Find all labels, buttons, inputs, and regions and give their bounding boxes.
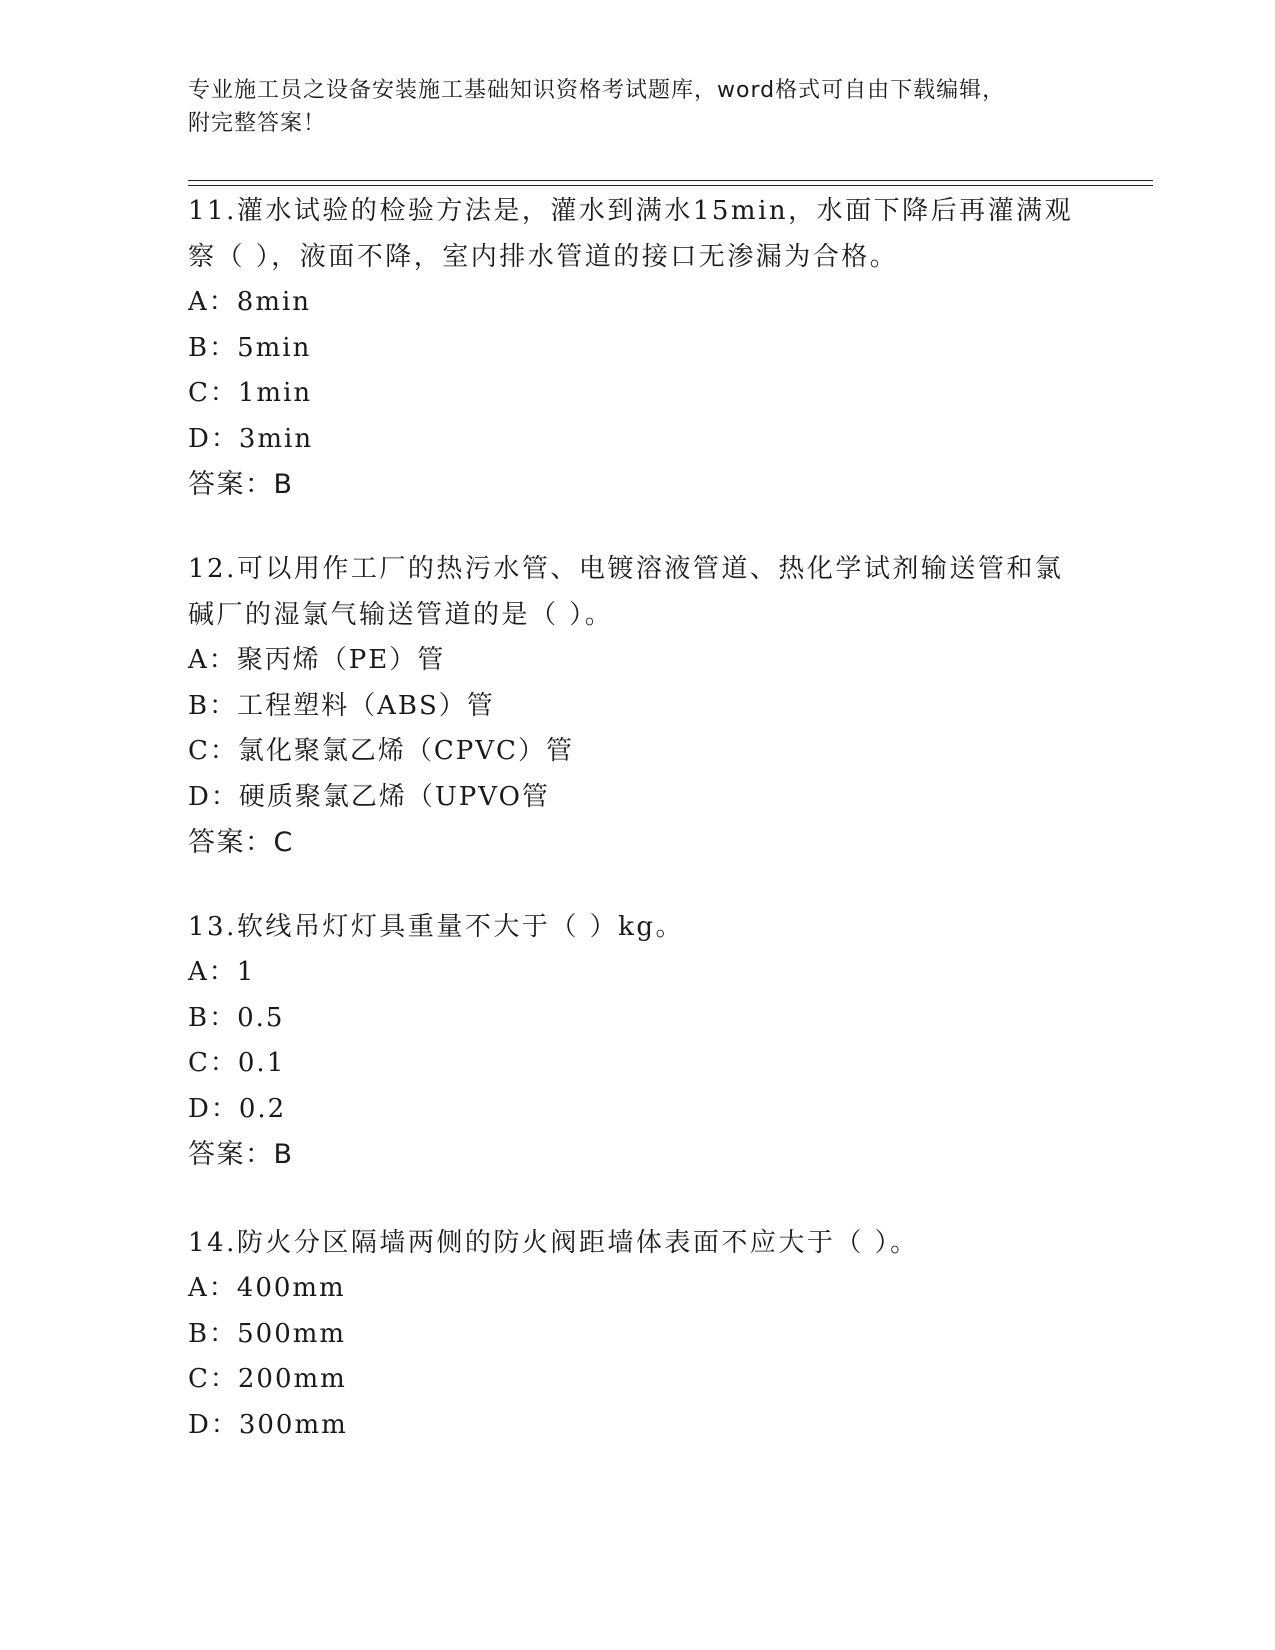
option-b: B：工程塑料（ABS）管 bbox=[188, 690, 495, 721]
answer: 答案：C bbox=[188, 827, 294, 858]
option-a: A：400mm bbox=[188, 1273, 346, 1303]
option-d: D：0.2 bbox=[188, 1093, 287, 1124]
option-b: B：500mm bbox=[188, 1318, 347, 1349]
option-d: D：300mm bbox=[188, 1409, 348, 1440]
answer: 答案：B bbox=[188, 469, 294, 500]
question-12 bbox=[188, 546, 1108, 865]
answer: 答案：B bbox=[188, 1139, 294, 1170]
header-line-1: 专业施工员之设备安装施工基础知识资格考试题库，word格式可自由下载编辑， bbox=[188, 78, 1006, 103]
option-d: D：3min bbox=[188, 423, 314, 454]
question-14 bbox=[188, 1220, 1108, 1448]
option-a: A：1 bbox=[188, 957, 256, 987]
question-stem-line: 察（ ），液面不降，室内排水管道的接口无渗漏为合格。 bbox=[188, 242, 899, 272]
question-13 bbox=[188, 904, 1108, 1177]
option-a: A：8min bbox=[188, 287, 312, 317]
header-divider-bottom bbox=[188, 185, 1153, 186]
option-b: B：5min bbox=[188, 332, 312, 363]
option-c: C：氯化聚氯乙烯（CPVC）管 bbox=[188, 736, 574, 766]
option-a: A：聚丙烯（PE）管 bbox=[188, 645, 446, 675]
header-line-2: 附完整答案！ bbox=[188, 111, 327, 136]
question-stem-line: 11.灌水试验的检验方法是，灌水到满水15min，水面下降后再灌满观 bbox=[188, 196, 1074, 226]
option-b: B：0.5 bbox=[188, 1002, 285, 1033]
question-stem-line: 12.可以用作工厂的热污水管、电镀溶液管道、热化学试剂输送管和氯 bbox=[188, 554, 1064, 584]
question-stem-line: 14.防火分区隔墙两侧的防火阀距墙体表面不应大于（ ）。 bbox=[188, 1228, 919, 1258]
question-11 bbox=[188, 188, 1108, 507]
question-stem-line: 碱厂的湿氯气输送管道的是（ ）。 bbox=[188, 600, 614, 630]
question-stem-line: 13.软线吊灯灯具重量不大于（ ）kg。 bbox=[188, 912, 685, 942]
option-c: C：200mm bbox=[188, 1364, 347, 1394]
option-d: D：硬质聚氯乙烯（UPVO管 bbox=[188, 781, 550, 812]
option-c: C：0.1 bbox=[188, 1048, 286, 1078]
header-divider-top bbox=[188, 180, 1153, 181]
document-header bbox=[188, 74, 1088, 140]
option-c: C：1min bbox=[188, 378, 313, 408]
